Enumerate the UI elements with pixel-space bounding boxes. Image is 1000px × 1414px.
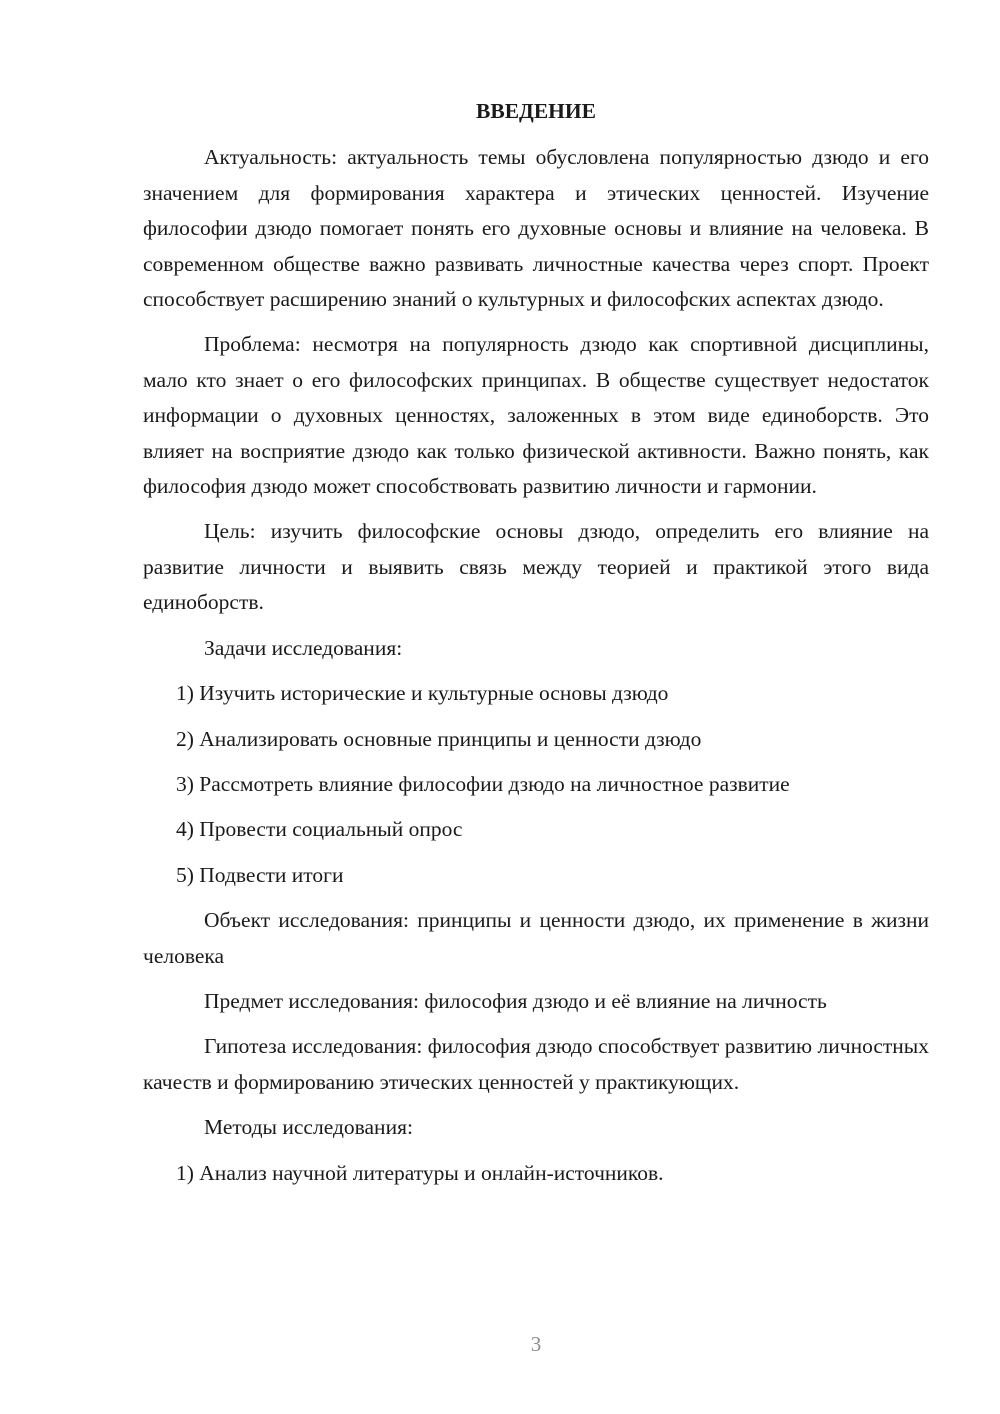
task-item-4: 4) Провести социальный опрос [176, 817, 463, 842]
task-item-3: 3) Рассмотреть влияние философии дзюдо на личностное развитие [176, 771, 790, 796]
tasks-heading: Задачи исследования: [204, 635, 403, 660]
problem-paragraph: Проблема: несмотря на популярность дзюдо как спортивной дисциплины, мало кто знает о его философских принципах. В обществе существует недостаток информации о духовных ценностях, заложенных в этом виде единоборств. Это влияет на восприятие дзюдо как только физической активности. Важно понять, как философия дзюдо может способствовать развитию личности и гармонии. [143, 332, 929, 499]
task-item-1: 1) Изучить исторические и культурные основы дзюдо [176, 681, 669, 706]
relevance-paragraph: Актуальность: актуальность темы обусловлена популярностью дзюдо и его значением для формирования характера и этических ценностей. Изучение философии дзюдо помогает понять его духовные основы и влияние на человека. В современном обществе важно развивать личностные качества через спорт. Проект способствует расширению знаний о культурных и философских аспектах дзюдо. [143, 145, 929, 312]
document-page [143, 94, 929, 1201]
task-item-2: 2) Анализировать основные принципы и ценности дзюдо [176, 726, 702, 751]
task-item-5: 5) Подвести итоги [176, 862, 344, 887]
hypothesis-paragraph: Гипотеза исследования: философия дзюдо способствует развитию личностных качеств и формированию этических ценностей у практикующих. [143, 1034, 929, 1094]
page-number: 3 [530, 1332, 542, 1356]
subject-paragraph: Предмет исследования: философия дзюдо и её влияние на личность [204, 988, 827, 1013]
section-title: ВВЕДЕНИЕ [476, 99, 596, 123]
goal-paragraph: Цель: изучить философские основы дзюдо, определить его влияние на развитие личности и выявить связь между теорией и практикой этого вида единоборств. [143, 519, 929, 615]
method-item-1: 1) Анализ научной литературы и онлайн-источников. [176, 1160, 664, 1185]
methods-heading: Методы исследования: [204, 1115, 413, 1140]
object-paragraph: Объект исследования: принципы и ценности дзюдо, их применение в жизни человека [143, 908, 929, 968]
